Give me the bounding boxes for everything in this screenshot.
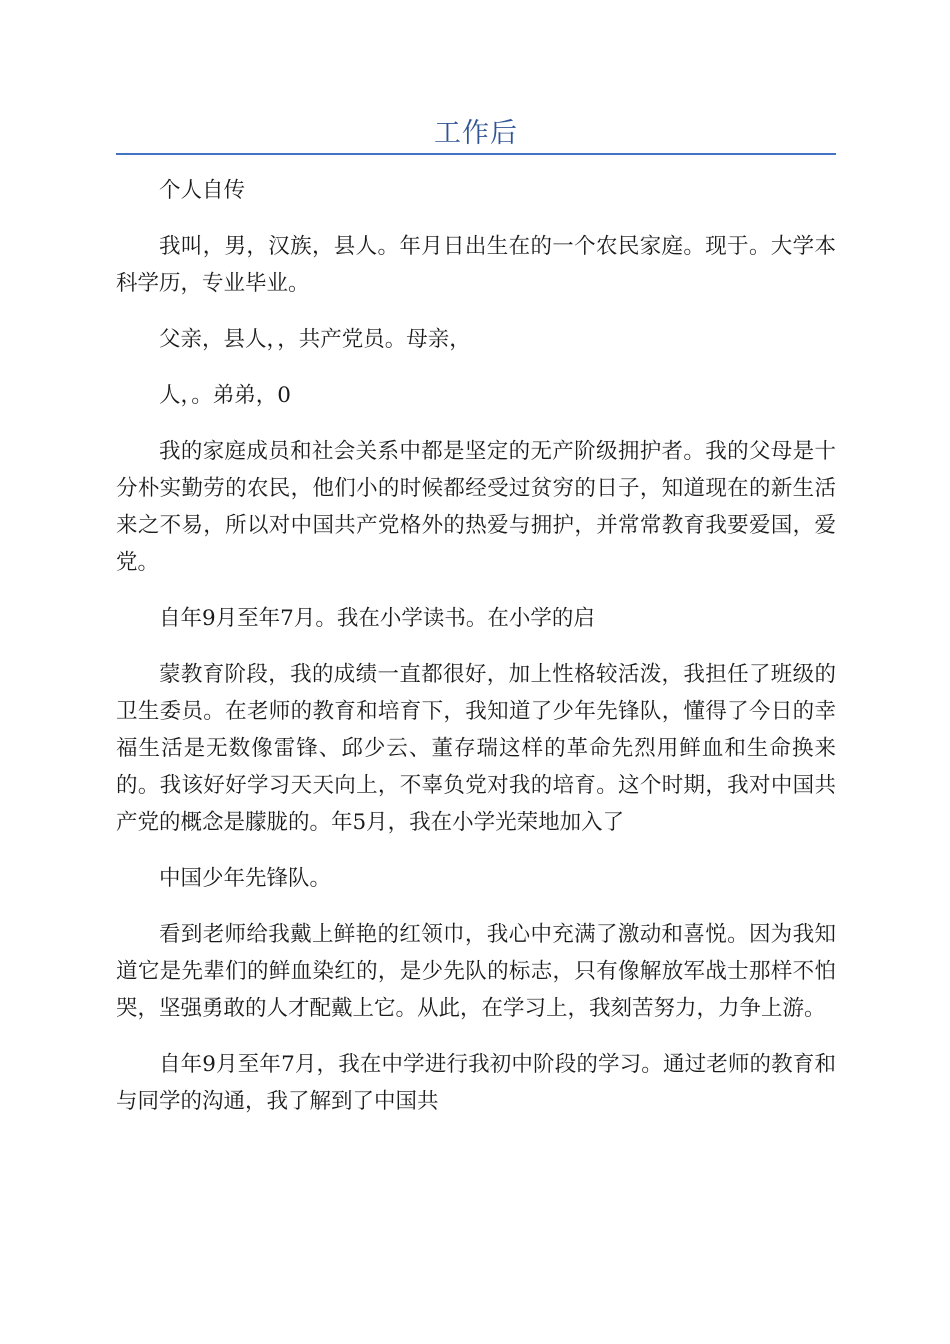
paragraph-primary-school: 自年9月至年7月。我在小学读书。在小学的启: [159, 606, 595, 631]
document-body: [116, 172, 836, 1139]
title-underline: [116, 153, 836, 155]
document-page: [116, 0, 836, 1344]
paragraph-intro: 我叫，男，汉族，县人。年月日出生在的一个农民家庭。现于。大学本科学历，专业毕业。: [116, 234, 836, 296]
paragraph-red-scarf: 看到老师给我戴上鲜艳的红领巾，我心中充满了激动和喜悦。因为我知道它是先辈们的鲜血染红的，是少先队的标志，只有像解放军战士那样不怕哭，坚强勇敢的人才配戴上它。从此，在学习上，我刻苦努力，力争上游。: [116, 922, 836, 1021]
paragraph-father: 父亲，县人，，共产党员。母亲，: [159, 327, 471, 352]
paragraph-heading: 个人自传: [159, 178, 246, 203]
document-title: 工作后: [434, 118, 518, 149]
paragraph-brother: 人，。弟弟，0: [159, 383, 291, 408]
paragraph-middle-school: 自年9月至年7月，我在中学进行我初中阶段的学习。通过老师的教育和与同学的沟通，我了解到了中国共: [116, 1052, 836, 1114]
paragraph-young-pioneers: 中国少年先锋队。: [159, 866, 332, 891]
paragraph-family: 我的家庭成员和社会关系中都是坚定的无产阶级拥护者。我的父母是十分朴实勤劳的农民，他们小的时候都经受过贫穷的日子，知道现在的新生活来之不易，所以对中国共产党格外的热爱与拥护，并常常教育我要爱国，爱党。: [116, 439, 836, 575]
paragraph-enlightenment: 蒙教育阶段，我的成绩一直都很好，加上性格较活泼，我担任了班级的卫生委员。在老师的教育和培育下，我知道了少年先锋队，懂得了今日的幸福生活是无数像雷锋、邱少云、董存瑞这样的革命先烈用鲜血和生命换来的。我该好好学习天天向上，不辜负党对我的培育。这个时期，我对中国共产党的概念是朦胧的。年5月，我在小学光荣地加入了: [116, 662, 836, 835]
